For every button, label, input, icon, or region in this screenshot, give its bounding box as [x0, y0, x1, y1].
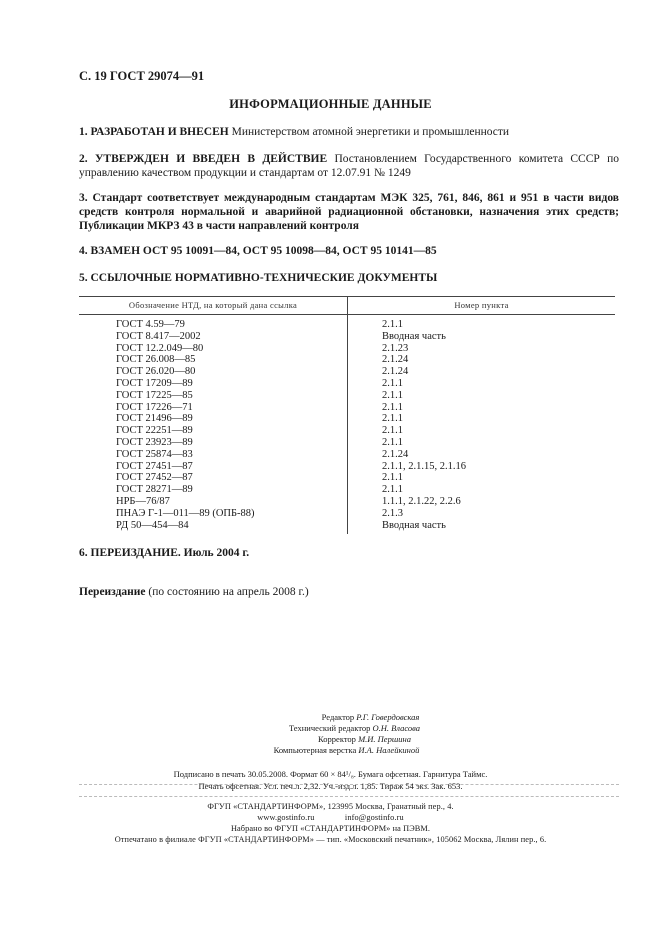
item-number: 3.	[79, 192, 88, 204]
credit-tech-editor	[24, 723, 661, 734]
publisher-site: www.gostinfo.ru	[257, 813, 315, 822]
item-text: Министерством атомной энергетики и промышленности	[228, 126, 510, 138]
item-heading: ССЫЛОЧНЫЕ НОРМАТИВНО-ТЕХНИЧЕСКИЕ ДОКУМЕНТЫ	[90, 272, 438, 284]
table-cell-designation: ГОСТ 25874—83	[116, 448, 193, 460]
credit-editor	[40, 712, 661, 723]
table-cell-designation: ГОСТ 23923—89	[116, 437, 193, 448]
credit-role: Корректор	[318, 734, 356, 744]
table-cell-designation: ГОСТ 26.020—80	[116, 366, 196, 378]
table-cell-clause: 2.1.24	[382, 448, 409, 460]
info-item-2	[79, 152, 619, 180]
item-heading: ВЗАМЕН ОСТ 95 10091—84, ОСТ 95 10098—84, ОСТ 95 10141—85	[90, 245, 437, 257]
table-cell-clause: 2.1.1	[382, 425, 403, 437]
table-cell-designation: РД 50—454—84	[116, 519, 189, 531]
item-number: 4.	[79, 245, 88, 257]
credit-role: Технический редактор	[288, 723, 371, 733]
item-heading: РАЗРАБОТАН И ВНЕСЕН	[90, 126, 229, 138]
table-cell-clause: 2.1.24	[382, 366, 409, 378]
table-header-designation: Обозначение НТД, на который дана ссылка	[128, 300, 298, 310]
table-cell-designation: ГОСТ 17226—71	[116, 401, 193, 413]
table-cell-designation: ГОСТ 17209—89	[116, 378, 193, 389]
table-cell-clause: 2.1.1	[382, 484, 403, 496]
item-heading: ПЕРЕИЗДАНИЕ. Июль 2004 г.	[90, 547, 250, 559]
table-cell-designation: ГОСТ 8.417—2002	[116, 330, 201, 342]
table-cell-designation: НРБ—76/87	[116, 496, 170, 507]
credit-name: М.И. Першина	[358, 734, 411, 744]
credit-layout	[16, 745, 661, 756]
reissue-note	[79, 586, 309, 598]
credit-role: Компьютерная верстка	[273, 745, 357, 755]
info-item-1	[79, 125, 619, 139]
table-cell-clause: 2.1.1	[382, 437, 403, 448]
credit-name: И.А. Налейкиной	[358, 745, 420, 755]
table-cell-designation: ГОСТ 21496—89	[116, 413, 193, 425]
table-cell-clause: 2.1.23	[382, 342, 409, 354]
page-header: С. 19 ГОСТ 29074—91	[79, 69, 205, 83]
table-cell-designation: ГОСТ 12.2.049—80	[116, 342, 204, 354]
info-item-6	[79, 546, 619, 560]
table-cell-clause: 1.1.1, 2.1.22, 2.2.6	[382, 496, 461, 507]
table-cell-clause: 2.1.1	[382, 413, 403, 425]
info-item-5	[79, 271, 619, 285]
item-heading: УТВЕРЖДЕН И ВВЕДЕН В ДЕЙСТВИЕ	[94, 153, 328, 165]
credit-role: Редактор	[321, 712, 355, 722]
table-cell-clause: 2.1.1	[382, 378, 403, 389]
table-cell-designation: ПНАЭ Г-1—011—89 (ОПБ-88)	[116, 507, 255, 519]
table-cell-designation: ГОСТ 26.008—85	[116, 354, 196, 366]
table-header-clause: Номер пункта	[454, 300, 509, 310]
imprint-rule-2	[79, 796, 619, 797]
imprint-line-2: Печать офсетная. Усл. печ.л. 2,32. Уч.-изд.л. 1,85. Тираж 54 экз. Зак. 653.	[198, 781, 463, 791]
reissue-text: (по состоянию на апрель 2008 г.)	[145, 586, 309, 598]
table-cell-clause: 2.1.1	[382, 401, 403, 413]
item-number: 5.	[79, 272, 88, 284]
table-cell-designation: ГОСТ 22251—89	[116, 425, 193, 437]
table-cell-designation: ГОСТ 27451—87	[116, 460, 193, 472]
table-cell-clause: 2.1.1	[382, 472, 403, 484]
table-cell-clause: Вводная часть	[382, 519, 446, 531]
item-text: Постановлением Государственного комитета СССР по управлению качеством продукции и стандартам от 12.07.91 № 1249	[79, 153, 619, 179]
info-item-3	[79, 191, 619, 233]
table-cell-clause: 2.1.1	[382, 319, 403, 330]
publisher-line-4: Отпечатано в филиале ФГУП «СТАНДАРТИНФОРМ» — тип. «Московский печатник», 105062 Москва, Лялин пер., 6.	[114, 835, 547, 844]
section-title: ИНФОРМАЦИОННЫЕ ДАННЫЕ	[229, 97, 432, 111]
publisher-line-1: ФГУП «СТАНДАРТИНФОРМ», 123995 Москва, Гранатный пер., 4.	[207, 802, 454, 811]
item-number: 6.	[79, 547, 88, 559]
item-text: Стандарт соответствует международным стандартам МЭК 325, 761, 846, 861 и 951 в части видов средств контроля нормальной и аварийной радиационной обстановки, назначения этих средств; Публикации МКРЗ 43 в части направлений контроля	[79, 192, 619, 232]
table-cell-clause: 2.1.1, 2.1.15, 2.1.16	[382, 460, 466, 472]
table-column-divider	[347, 296, 348, 534]
credit-proofreader	[34, 734, 661, 745]
info-item-4	[79, 244, 619, 258]
table-cell-designation: ГОСТ 28271—89	[116, 484, 193, 496]
publisher-email: info@gostinfo.ru	[344, 813, 404, 822]
table-cell-clause: 2.1.3	[382, 507, 403, 519]
publisher-line-2	[0, 812, 661, 823]
reissue-label: Переиздание	[79, 586, 146, 598]
table-cell-designation: ГОСТ 4.59—79	[116, 319, 185, 330]
imprint-line-1: Подписано в печать 30.05.2008. Формат 60 × 84¹/₈. Бумага офсетная. Гарнитура Таймс.	[173, 769, 488, 779]
table-cell-designation: ГОСТ 17225—85	[116, 389, 193, 401]
publisher-line-3: Набрано во ФГУП «СТАНДАРТИНФОРМ» на ПЭВМ.	[230, 824, 431, 833]
table-cell-clause: 2.1.24	[382, 354, 409, 366]
table-cell-clause: Вводная часть	[382, 330, 446, 342]
credit-name: Р.Г. Говердовская	[356, 712, 420, 722]
item-number: 1.	[79, 126, 88, 138]
table-cell-clause: 2.1.1	[382, 389, 403, 401]
item-number: 2.	[79, 153, 88, 165]
table-cell-designation: ГОСТ 27452—87	[116, 472, 193, 484]
credit-name: О.Н. Власова	[372, 723, 421, 733]
